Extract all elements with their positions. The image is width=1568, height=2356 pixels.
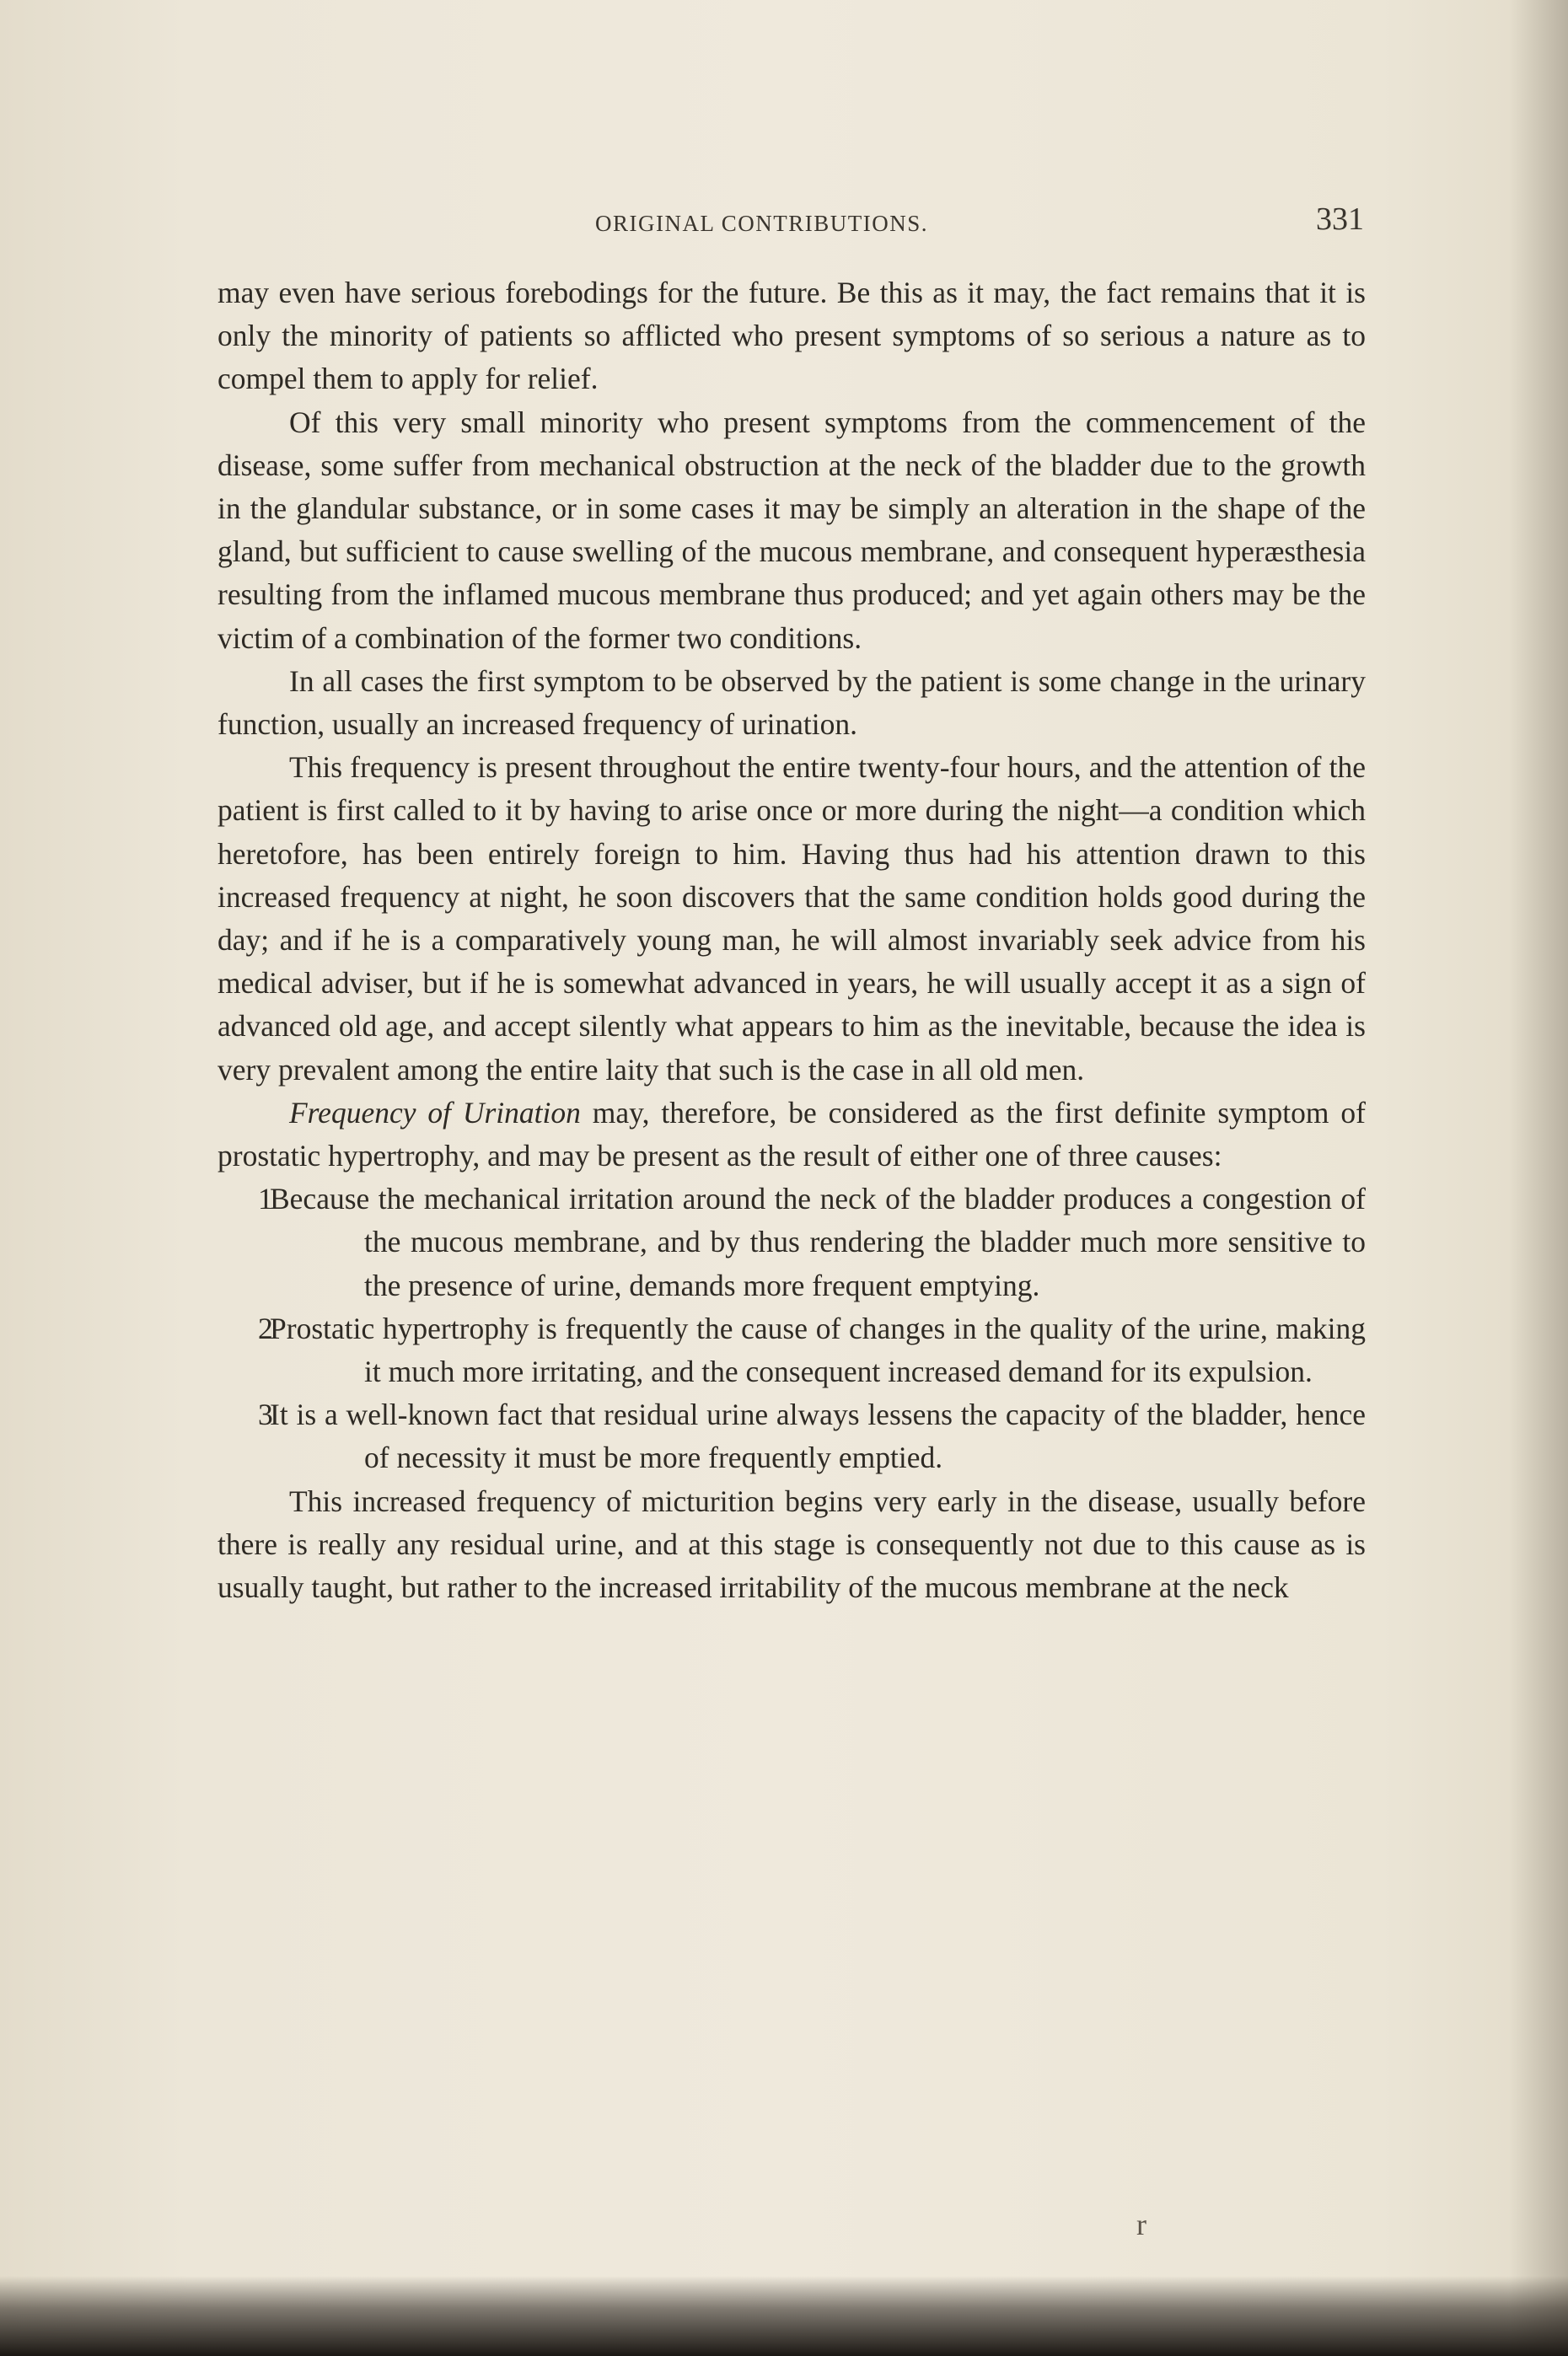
paragraph-6: This increased frequency of micturition begins very early in the disease, usually before there is really any residual urine, and at this stage is consequently not due to this cause as is usually taught, but rather to the increased irritability of the mucous membrane at the neck bbox=[217, 1484, 1366, 1605]
body-text bbox=[217, 271, 1366, 1609]
paragraph-3: In all cases the first symptom to be observed by the patient is some change in the urinary function, usually an increased frequency of urination. bbox=[217, 663, 1366, 742]
paragraph-5 bbox=[217, 1092, 1366, 1178]
list-number: 1 bbox=[258, 1182, 273, 1216]
list-item-lead: Prostatic hypertrophy is frequently the cause of changes in the bbox=[270, 1311, 1022, 1345]
paragraph-5-text: may, therefore, be considered as the first definite symptom of prostatic hypertrophy, and may be present as the result of either one of three causes: bbox=[217, 1095, 1366, 1173]
list-item-2 bbox=[217, 1307, 1366, 1393]
list-number: 2 bbox=[258, 1311, 273, 1345]
page-header bbox=[217, 201, 1364, 251]
list-item-text: capacity of the bladder, hence of necessity it must be more frequently emptied. bbox=[364, 1398, 1366, 1475]
list-item-text: quality of the urine, making it much more irritating, and the consequent increased demand for its expulsion. bbox=[364, 1311, 1366, 1389]
paragraph-4: This frequency is present throughout the entire twenty-four hours, and the attention of the patient is first called to it by having to arise once or more during the night—a condition which heretofore, has been entirely foreign to him. Having thus had his attention drawn to this increased frequency at night, he soon discovers that the same condition holds good during the day; and if he is a comparatively young man, he will almost invariably seek advice from his medical adviser, but if he is somewhat advanced in years, he will usually accept it as a sign of advanced old age, and accept silently what appears to him as the inevitable, because the idea is very prevalent among the entire laity that such is the case in all old men. bbox=[217, 750, 1366, 1087]
list-item-3 bbox=[217, 1393, 1366, 1479]
list-item-lead: It is a well-known fact that residual urine always lessens the bbox=[270, 1398, 998, 1432]
stray-mark: r bbox=[1136, 2208, 1146, 2241]
list-number: 3 bbox=[258, 1398, 273, 1432]
list-item-1 bbox=[217, 1178, 1366, 1307]
page-number: 331 bbox=[1316, 201, 1364, 237]
list-item-text: produces a congestion of the mucous membrane, and by thus rendering the bladder much more sensitive to the presence of urine, demands more frequent emptying. bbox=[364, 1182, 1366, 1302]
paragraph-2: Of this very small minority who present symptoms from the commencement of the disease, some suffer from mechanical obstruction at the neck of the bladder due to the growth in the glandular substance, or in some cases it may be simply an alteration in the shape of the gland, but sufficient to cause swelling of the mucous membrane, and consequent hyperæsthesia resulting from the inflamed mucous membrane thus produced; and yet again others may be the victim of a combination of the former two conditions. bbox=[217, 405, 1366, 655]
binding-shadow bbox=[1509, 0, 1568, 2356]
running-head: ORIGINAL CONTRIBUTIONS. bbox=[595, 211, 928, 236]
paragraph-1: may even have serious forebodings for the future. Be this as it may, the fact remains that it is only the minority of patients so afflicted who present symptoms of so serious a nature as to compel them to apply for relief. bbox=[217, 276, 1366, 396]
emphasis-frequency-of-urination: Frequency of Urination bbox=[289, 1095, 581, 1130]
bottom-shadow bbox=[0, 2276, 1568, 2356]
list-item-lead: Because the mechanical irritation around the neck of the bladder bbox=[270, 1182, 1055, 1216]
